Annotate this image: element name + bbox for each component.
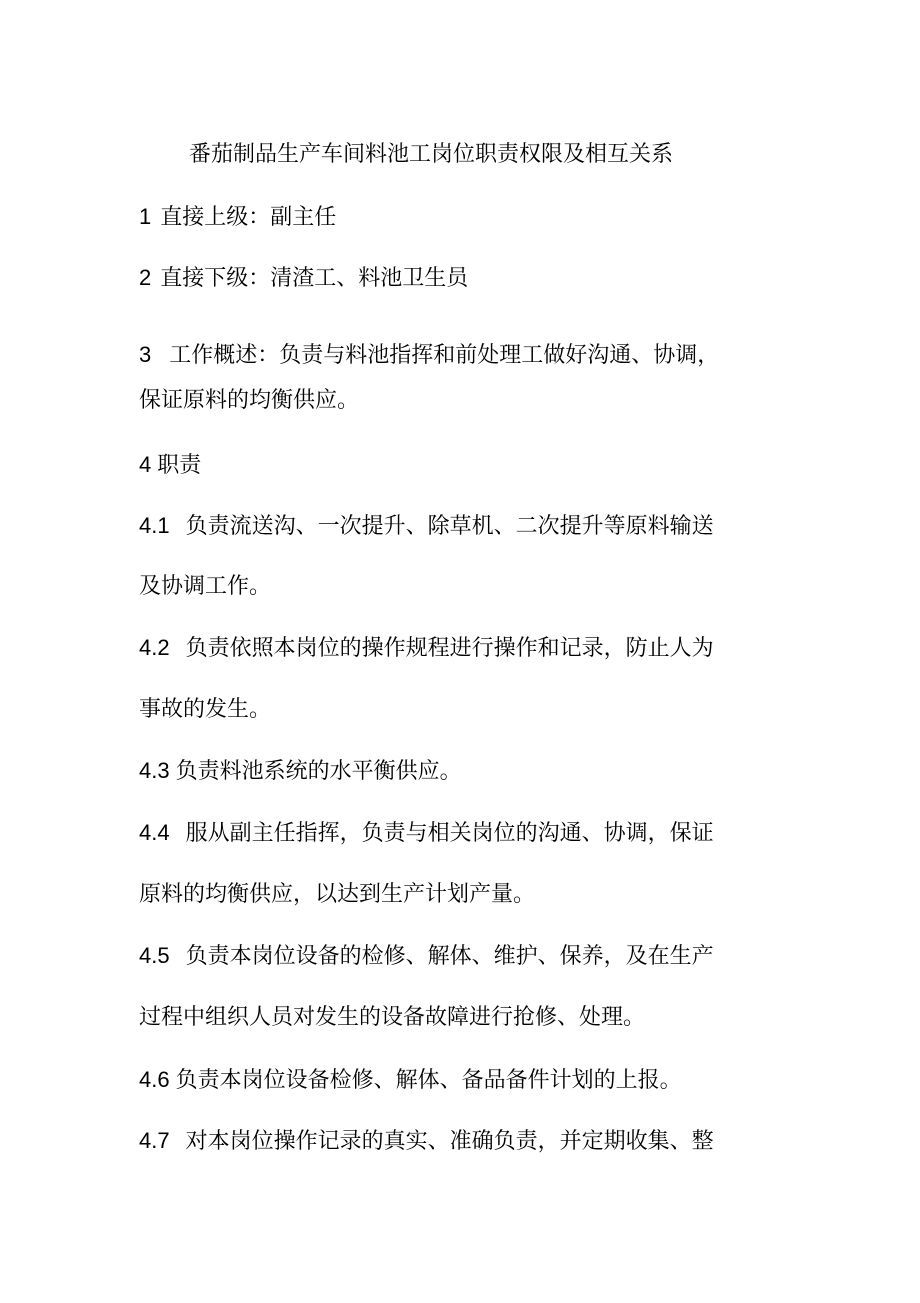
line-direct-superior	[139, 202, 336, 233]
item-number: 4.4	[139, 820, 170, 845]
item-text: 直接上级：副主任	[160, 205, 337, 230]
item-text: 负责本岗位设备检修、解体、备品备件计划的上报。	[175, 1068, 682, 1093]
item-number: 4.6	[139, 1067, 170, 1092]
item-number: 3	[139, 342, 152, 367]
line-duty-4-2-cont	[139, 695, 271, 725]
item-text: 工作概述：负责与料池指挥和前处理工做好沟通、协调，	[169, 343, 720, 368]
item-text: 职责	[157, 453, 202, 478]
line-duty-4-2	[139, 633, 714, 664]
item-text: 负责依照本岗位的操作规程进行操作和记录，防止人为	[185, 636, 714, 661]
item-text: 直接下级：清渣工、料池卫生员	[160, 266, 469, 291]
item-text: 过程中组织人员对发生的设备故障进行抢修、处理。	[139, 1005, 646, 1030]
line-duty-4-4-cont	[139, 880, 535, 910]
item-text: 及协调工作。	[139, 574, 272, 599]
item-number: 4.5	[139, 943, 170, 968]
item-number: 4.2	[139, 635, 170, 660]
item-number: 1	[139, 204, 152, 229]
line-duty-4-1	[139, 511, 714, 542]
item-text: 负责流送沟、一次提升、除草机、二次提升等原料输送	[185, 514, 714, 539]
item-text: 负责料池系统的水平衡供应。	[175, 759, 462, 784]
item-number: 2	[139, 265, 152, 290]
line-work-overview-cont	[139, 386, 359, 416]
line-duty-4-4	[139, 818, 714, 849]
item-number: 4.3	[139, 758, 170, 783]
line-duty-4-1-cont	[139, 572, 271, 602]
item-text: 原料的均衡供应，以达到生产计划产量。	[139, 882, 536, 907]
item-text: 保证原料的均衡供应。	[139, 388, 360, 413]
line-duty-4-3	[139, 756, 462, 787]
line-duty-4-7	[139, 1126, 714, 1157]
item-number: 4	[139, 452, 152, 477]
line-direct-subordinate	[139, 263, 468, 294]
item-text: 对本岗位操作记录的真实、准确负责，并定期收集、整	[185, 1129, 714, 1154]
item-number: 4.1	[139, 513, 170, 538]
item-text: 事故的发生。	[139, 697, 272, 722]
item-number: 4.7	[139, 1128, 170, 1153]
line-work-overview	[139, 340, 719, 371]
item-text: 负责本岗位设备的检修、解体、维护、保养，及在生产	[185, 944, 714, 969]
line-duty-4-5-cont	[139, 1003, 645, 1033]
document-title: 番茄制品生产车间料池工岗位职责权限及相互关系	[189, 142, 674, 167]
line-duty-4-5	[139, 941, 714, 972]
line-duty-4-6	[139, 1065, 682, 1096]
item-text: 服从副主任指挥，负责与相关岗位的沟通、协调，保证	[185, 821, 714, 846]
line-duties-heading	[139, 450, 201, 481]
